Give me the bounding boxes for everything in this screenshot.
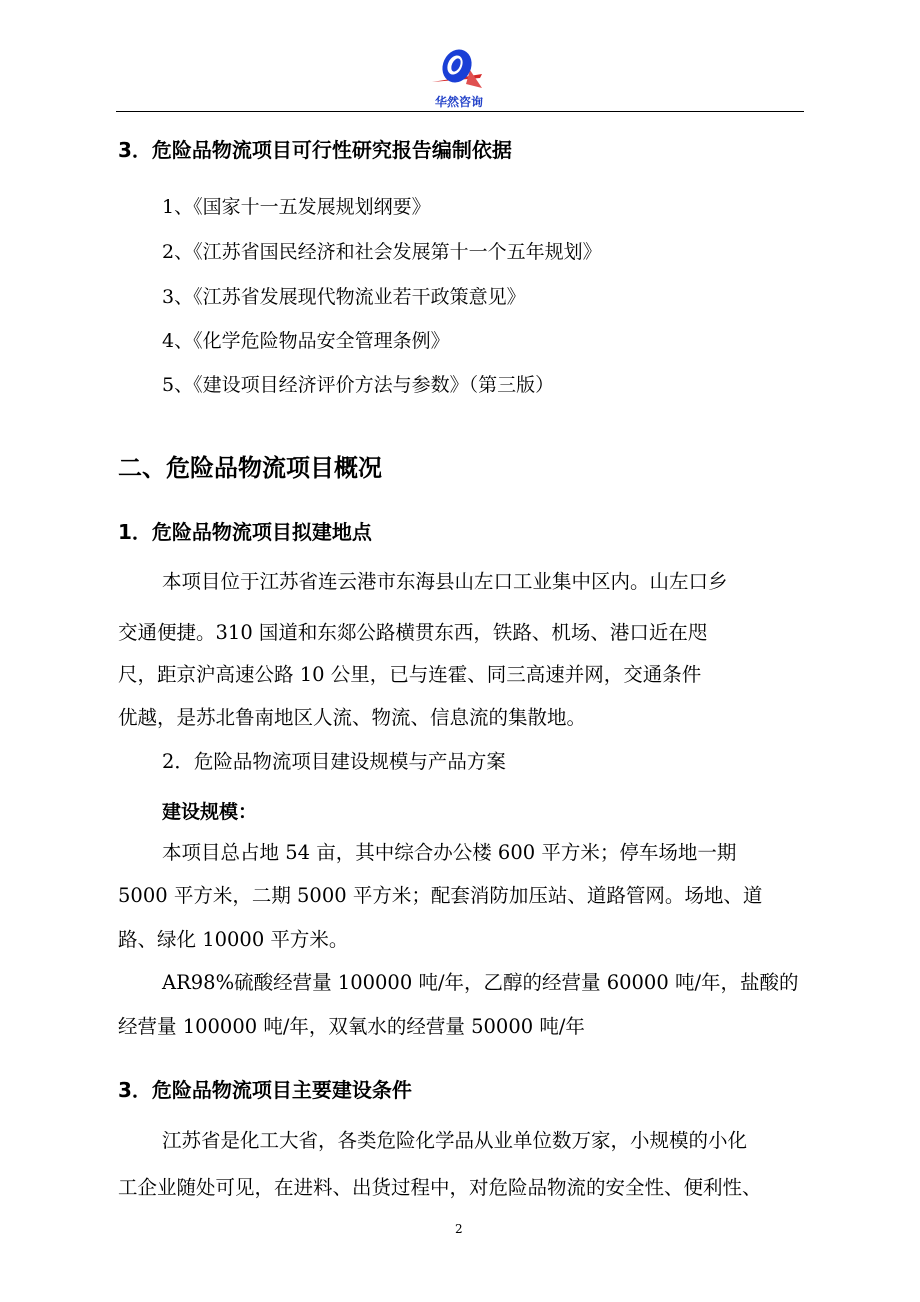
paragraph-line: 优越，是苏北鲁南地区人流、物流、信息流的集散地。	[118, 706, 587, 729]
paragraph-line: 本项目总占地 54 亩，其中综合办公楼 600 平方米；停车场地一期	[162, 841, 737, 864]
basis-item: 4、《化学危险物品安全管理条例》	[162, 330, 450, 352]
subsection-heading-location: 1．危险品物流项目拟建地点	[118, 520, 372, 544]
subsection-heading-conditions: 3．危险品物流项目主要建设条件	[118, 1078, 412, 1102]
paragraph-line: 本项目位于江苏省连云港市东海县山左口工业集中区内。山左口乡	[162, 570, 728, 593]
logo-globe-icon	[426, 44, 492, 110]
company-logo	[426, 44, 492, 110]
paragraph-line: 尺，距京沪高速公路 10 公里，已与连霍、同三高速并网，交通条件	[118, 663, 702, 686]
basis-item: 5、《建设项目经济评价方法与参数》（第三版）	[162, 374, 555, 396]
basis-item: 1、《国家十一五发展规划纲要》	[162, 196, 431, 218]
logo-text: 华然咨询	[434, 95, 484, 109]
paragraph-line: 路、绿化 10000 平方米。	[118, 928, 349, 951]
paragraph-line: 5000 平方米，二期 5000 平方米；配套消防加压站、道路管网。场地、道	[118, 884, 763, 907]
page-number: 2	[455, 1222, 463, 1236]
basis-item: 2、《江苏省国民经济和社会发展第十一个五年规划》	[162, 241, 602, 263]
paragraph-line: 江苏省是化工大省，各类危险化学品从业单位数万家，小规模的小化	[162, 1129, 748, 1152]
basis-item: 3、《江苏省发展现代物流业若干政策意见》	[162, 286, 526, 308]
subsection-heading-scale: 2．危险品物流项目建设规模与产品方案	[162, 750, 506, 773]
paragraph-line: AR98%硫酸经营量 100000 吨/年，乙醇的经营量 60000 吨/年，盐酸的	[162, 971, 799, 994]
paragraph-line: 经营量 100000 吨/年，双氧水的经营量 50000 吨/年	[118, 1015, 585, 1038]
chapter-heading: 二、危险品物流项目概况	[118, 454, 382, 482]
paragraph-line: 交通便捷。310 国道和东郯公路横贯东西，铁路、机场、港口近在咫	[118, 621, 708, 644]
paragraph-line: 工企业随处可见，在进料、出货过程中，对危险品物流的安全性、便利性、	[118, 1176, 762, 1199]
header-divider	[116, 111, 804, 112]
section-heading-basis: 3．危险品物流项目可行性研究报告编制依据	[118, 138, 512, 162]
scale-label: 建设规模：	[162, 801, 258, 823]
